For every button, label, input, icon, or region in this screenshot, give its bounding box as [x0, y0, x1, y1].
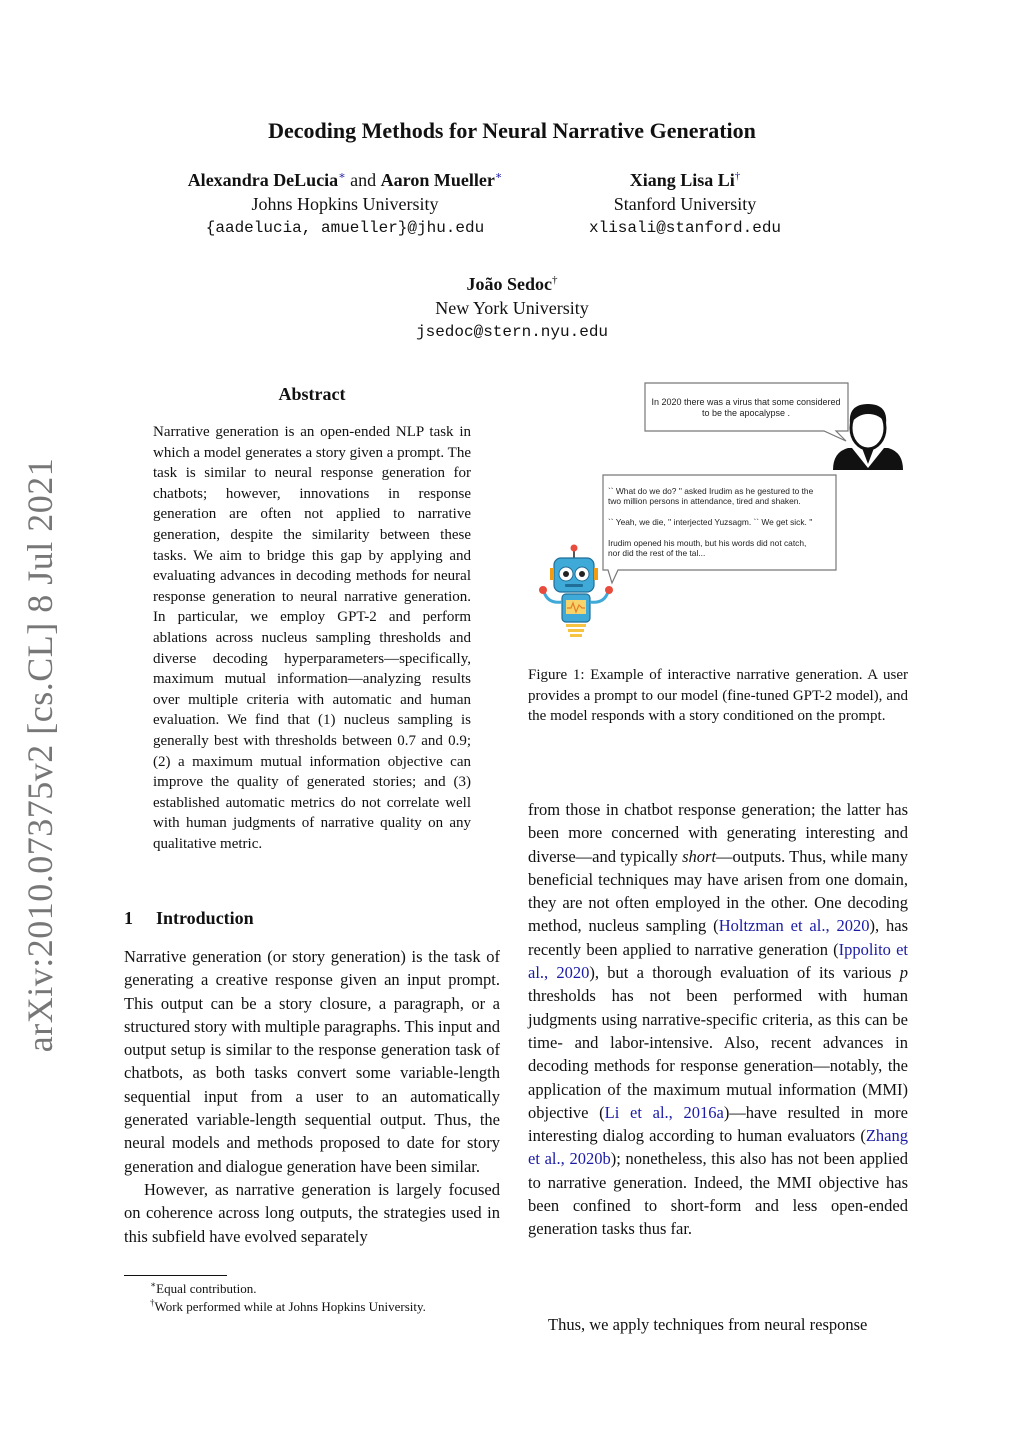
user-prompt-line: In 2020 there was a virus that some considered: [651, 397, 841, 407]
story-speech-bubble: [603, 475, 836, 583]
footnotes: [124, 1280, 500, 1316]
author-affiliation: Stanford University: [613, 194, 757, 214]
paragraph: Narrative generation (or story generation) is the task of generating a creative response given an input prompt. This output can be a story closure, a paragraph, or a structured story with multiple paragraphs. This input and output setup is similar to the response generation task of chatbots, as both tasks convert some variable-length sequential input from a user to an automatically generated variable-length sequential output. Thus, the neural models and methods proposed to date for story generation and dialogue generation have been similar.: [124, 947, 500, 1176]
arxiv-id: arXiv:2010.07375v2 [cs.CL] 8 Jul 2021: [20, 457, 60, 1053]
author-mark: †: [734, 170, 741, 182]
footnote-rule: [124, 1275, 227, 1276]
author-and: and: [345, 170, 381, 190]
author-email: xlisali@stanford.edu: [588, 219, 782, 237]
citation-link[interactable]: Holtzman et al., 2020: [718, 916, 870, 936]
footnote: ∗Equal contribution.: [150, 1279, 257, 1296]
paragraph: from those in chatbot response generation; the latter has been more concerned with generating interesting and diverse—and typically short—outputs. Thus, while many beneficial techniques may have arisen from one domain, they are not often employed in the other. One decoding method, nucleus sampling (Holtzman et al., 2020), has recently been applied to narrative generation (Ippolito et al., 2020), but a thorough evaluation of its various p thresholds has not been performed with human judgments using narrative-specific criteria, as this can be time- and labor-intensive. Also, recent advances in decoding methods for response generation—notably, the application of the maximum mutual information (MMI) objective (Li et al., 2016a)—have resulted in more interesting dialog according to human evaluators (Zhang et al., 2020b); nonetheless, this also has not been applied to narrative generation. Indeed, the MMI objective has been confined to short-form and less open-ended generation tasks thus far.: [528, 800, 909, 1239]
author-mark: ∗: [338, 170, 346, 182]
author-affiliation: New York University: [435, 298, 589, 318]
user-speech-bubble: [645, 383, 848, 441]
author-name: Xiang Lisa Li: [629, 170, 735, 190]
user-prompt-line: to be the apocalypse .: [701, 408, 791, 418]
abstract-text: Narrative generation is an open-ended NLP task in which a model generates a story given a prompt. The task is similar to neural response generation for chatbots; however, innovations in response generation are often not applied to narrative generation, despite the similarity between these tasks. We aim to bridge this gap by applying and evaluating advances in decoding methods for neural response generation to neural narrative generation. In particular, we employ GPT-2 and perform ablations across nucleus sampling thresholds and diverse decoding hyperparameters—specifically, maximum mutual information—analyzing results over multiple criteria with automatic and human evaluation. We find that (1) nucleus sampling is generally best with thresholds between 0.7 and 0.9; (2) a maximum mutual information objective can improve the quality of generated stories; and (3) established automatic metrics do not correlate well with human judgments of narrative quality on any qualitative metric.: [153, 424, 471, 852]
figure-caption: Figure 1: Example of interactive narrative generation. A user provides a prompt to our model (fine-tuned GPT-2 model), and the model responds with a story conditioned on the prompt.: [528, 667, 908, 725]
section-title: Introduction: [156, 908, 254, 928]
author-email: jsedoc@stern.nyu.edu: [415, 323, 609, 341]
author-block-left: [150, 168, 540, 240]
intro-body-right-continued: [528, 1296, 908, 1352]
paper-title: Decoding Methods for Neural Narrative Generation: [268, 118, 756, 143]
citation-link[interactable]: Zhang et al., 2020b: [528, 1126, 908, 1169]
section-heading: [124, 908, 254, 929]
author-block-center: [362, 272, 662, 344]
footnote: †Work performed while at Johns Hopkins University.: [150, 1297, 426, 1314]
intro-body: [124, 945, 500, 1248]
story-line: Irudim opened his mouth, but his words did not catch,: [608, 538, 807, 548]
story-line: two million persons in attendance, tired and shaken.: [608, 496, 801, 506]
section-number: 1: [124, 908, 133, 928]
paragraph: However, as narrative generation is largely focused on coherence across long outputs, the strategies used in this subfield have evolved separately: [124, 1179, 500, 1246]
citation-link[interactable]: Ippolito et al., 2020: [528, 939, 909, 983]
author-mark: ∗: [494, 170, 503, 182]
author-name: Alexandra DeLucia: [187, 170, 339, 190]
author-affiliation: Johns Hopkins University: [251, 194, 439, 214]
story-line: `` Yeah, we die, '' interjected Yuzsagm. `` We get sick. '': [608, 517, 813, 527]
author-name: João Sedoc: [466, 274, 552, 294]
figure-1: [528, 378, 908, 648]
citation-link[interactable]: Li et al., 2016a: [604, 1102, 724, 1122]
author-email: {aadelucia, amueller}@jhu.edu: [205, 219, 485, 237]
author-block-right: [560, 168, 810, 240]
story-line: `` What do we do? '' asked Irudim as he gestured to the: [608, 486, 814, 496]
abstract-heading: Abstract: [278, 384, 346, 404]
author-mark: †: [552, 274, 558, 286]
intro-body-right: [528, 798, 908, 1241]
robot-icon: [539, 545, 613, 638]
figure-illustration: [528, 378, 908, 648]
paragraph: Thus, we apply techniques from neural response: [548, 1314, 868, 1334]
story-line: nor did the rest of the tal...: [608, 548, 706, 558]
arxiv-stamp: [0, 0, 80, 1448]
author-name: Aaron Mueller: [380, 170, 495, 190]
